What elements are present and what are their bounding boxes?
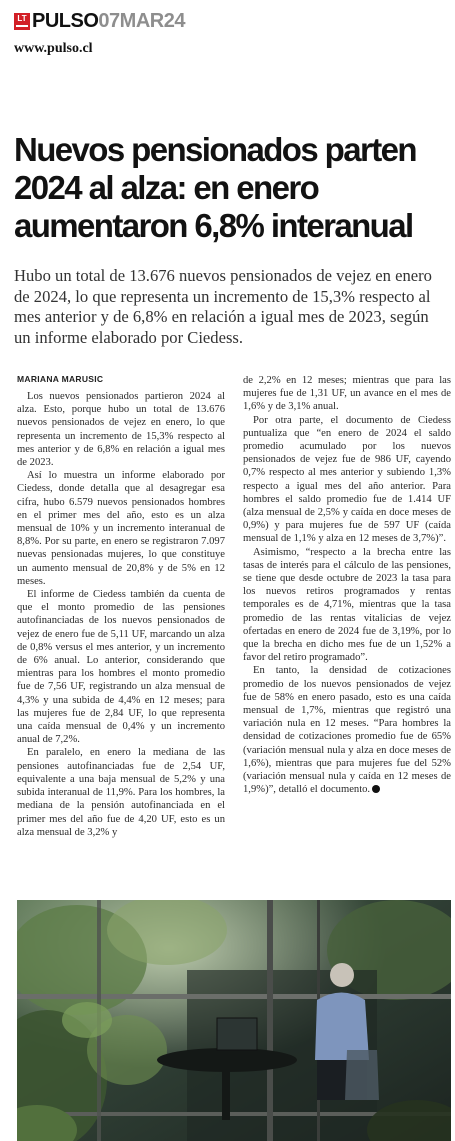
paragraph-text: En tanto, la densidad de cotizaciones promedio de los nuevos pensionados de vejez fue de 58% en enero pasado, esto es una caída mensual de 1,7%, mientras que registró una variación nula en 12 meses. “Para hombres la densidad de cotizaciones promedio fue de 65% (variación mensual nula y alza en doce meses de 1,6%), mientras que para mujeres fue del 52% (variación mensual nula y caída en 12 meses de 1,9%)”, detalló el documento. — [243, 665, 451, 796]
article-column-right — [243, 374, 451, 797]
article-column-left — [17, 390, 225, 839]
office-window-photo — [17, 900, 451, 1141]
author-byline: MARIANA MARUSIC — [17, 374, 104, 384]
paragraph: Asimismo, “respecto a la brecha entre las tasas de interés para el cálculo de las pensiones, se tiene que desde octubre de 2023 la tasa para los nuevos retiros programados y rentas temporales es de 4,71%, mientras que la tasa promedio de las rentas vitalicias de vejez ofertadas en enero de 2024 fue de 3,19%, por lo que la brecha en dicho mes fue de un 1,52% a favor del retiro programado”. — [243, 546, 451, 664]
paragraph: de 2,2% en 12 meses; mientras que para las mujeres fue de 1,31 UF, un avance en el mes de 1,6% y de 3,1% anual. — [243, 375, 451, 413]
paragraph: Así lo muestra un informe elaborado por Ciedess, donde detalla que al desagregar esa cifra, hubo 6.579 nuevos pensionados hombres en el primer mes del año, esto es un alza mensual de 10% y un incremento interanual de 8,8%. Por su parte, en enero se registraron 7.097 nuevas pensionadas mujeres, lo que constituye un aumento mensual de 20,8% y de 5% en 12 meses. — [17, 470, 225, 587]
paragraph: Por otra parte, el documento de Ciedess puntualiza que “en enero de 2024 el saldo promedio acumulado por los nuevos pensionados de vejez fue de 986 UF, cayendo 0,7% respecto al mes anterior y subiendo 1,3% respecto a igual mes del año anterior. Para hombres el saldo promedio fue de 1.414 UF (alza mensual de 2,5% y caída en doce meses de 0,9%) y para mujeres fue de 597 UF (caída mensual de 1,1% y alza en 12 meses de 3,7%)”. — [243, 414, 451, 545]
masthead — [14, 10, 185, 32]
article-end-icon — [372, 785, 380, 793]
site-url: www.pulso.cl — [14, 41, 93, 56]
article-headline: Nuevos pensionados parten 2024 al alza: en enero aumentaron 6,8% interanual — [14, 131, 416, 244]
paragraph: El informe de Ciedess también da cuenta de que el monto promedio de las pensiones autofinanciadas de los nuevos pensionados de vejez de enero fue de 5,11 UF, marcando un alza de 0,8% versus el mes anterior, y un incremento de 6% anual. Lo anterior, considerando que mientras para los hombres el monto promedio fue de 7,56 UF, registrando un alza mensual de 4,3% y una subida de 4,4% en 12 meses; para las mujeres fue de 2,84 UF, lo que representa una caída mensual de 0,4% y un incremento anual de 7,2%. — [17, 589, 225, 746]
paragraph: En paralelo, en enero la mediana de las pensiones autofinanciadas fue de 2,54 UF, equivalente a una baja mensual de 5,2% y una subida interanual de 11,9%. Para los hombres, la mediana de la pensión autofinanciada en el primer mes del año fue de 4,20 UF, esto es un alza mensual de 3,2% y — [17, 747, 225, 838]
article-photo — [17, 900, 451, 1141]
pulso-brand: PULSO — [32, 9, 99, 32]
article-lead: Hubo un total de 13.676 nuevos pensionados de vejez en enero de 2024, lo que representa un incremento de 15,3% respecto al mes anterior y de 6,8% en relación a igual mes de 2023, según un informe elaborado por Ciedess. — [14, 266, 432, 347]
edition-date: 07MAR24 — [98, 9, 185, 32]
paragraph-final — [243, 664, 451, 796]
paragraph: Los nuevos pensionados partieron 2024 al alza. Esto, porque hubo un total de 13.676 nuevos pensionados de vejez en enero, lo que representa un incremento de 15,3% respecto al mes anterior y de 6,8% en relación a igual mes de 2023. — [17, 391, 225, 469]
la-tercera-logo: LT — [14, 13, 30, 30]
